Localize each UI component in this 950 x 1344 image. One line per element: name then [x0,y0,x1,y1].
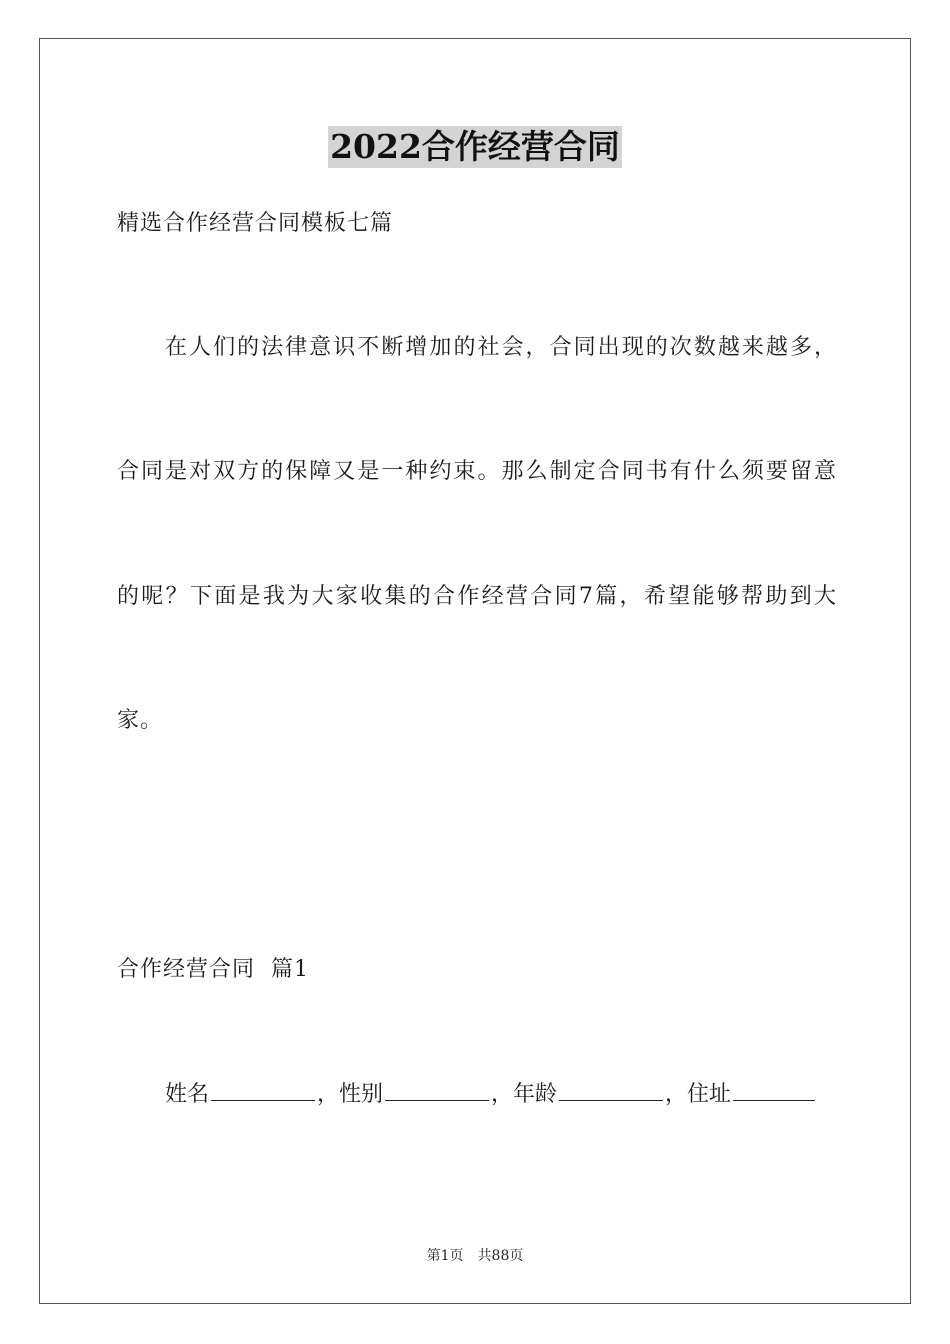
intro-line-4: 家。 [117,708,164,733]
intro-line-2: 合同是对双方的保障又是一种约束。那么制定合同书有什么须要留意 [117,459,837,484]
title-container [0,126,950,168]
gender-label: ，性别 [317,1082,384,1107]
page-total: 共88页 [477,1248,524,1264]
document-title: 2022合作经营合同 [330,127,620,166]
section-heading: 合作经营合同 篇1 [117,957,309,982]
age-label: ，年龄 [491,1082,558,1107]
document-subtitle: 精选合作经营合同模板七篇 [117,211,394,236]
address-blank[interactable] [733,1080,815,1101]
page-footer [0,1247,950,1265]
name-label: 姓名 [165,1082,210,1107]
intro-line-1: 在人们的法律意识不断增加的社会，合同出现的次数越来越多， [165,335,837,360]
intro-line-3: 的呢？下面是我为大家收集的合作经营合同7篇，希望能够帮助到大 [117,584,837,609]
party-info-form-line [117,1080,837,1110]
name-blank[interactable] [211,1080,315,1101]
gender-blank[interactable] [385,1080,489,1101]
page-number: 第1页 [426,1248,464,1264]
address-label: ，住址 [665,1082,732,1107]
age-blank[interactable] [559,1080,663,1101]
